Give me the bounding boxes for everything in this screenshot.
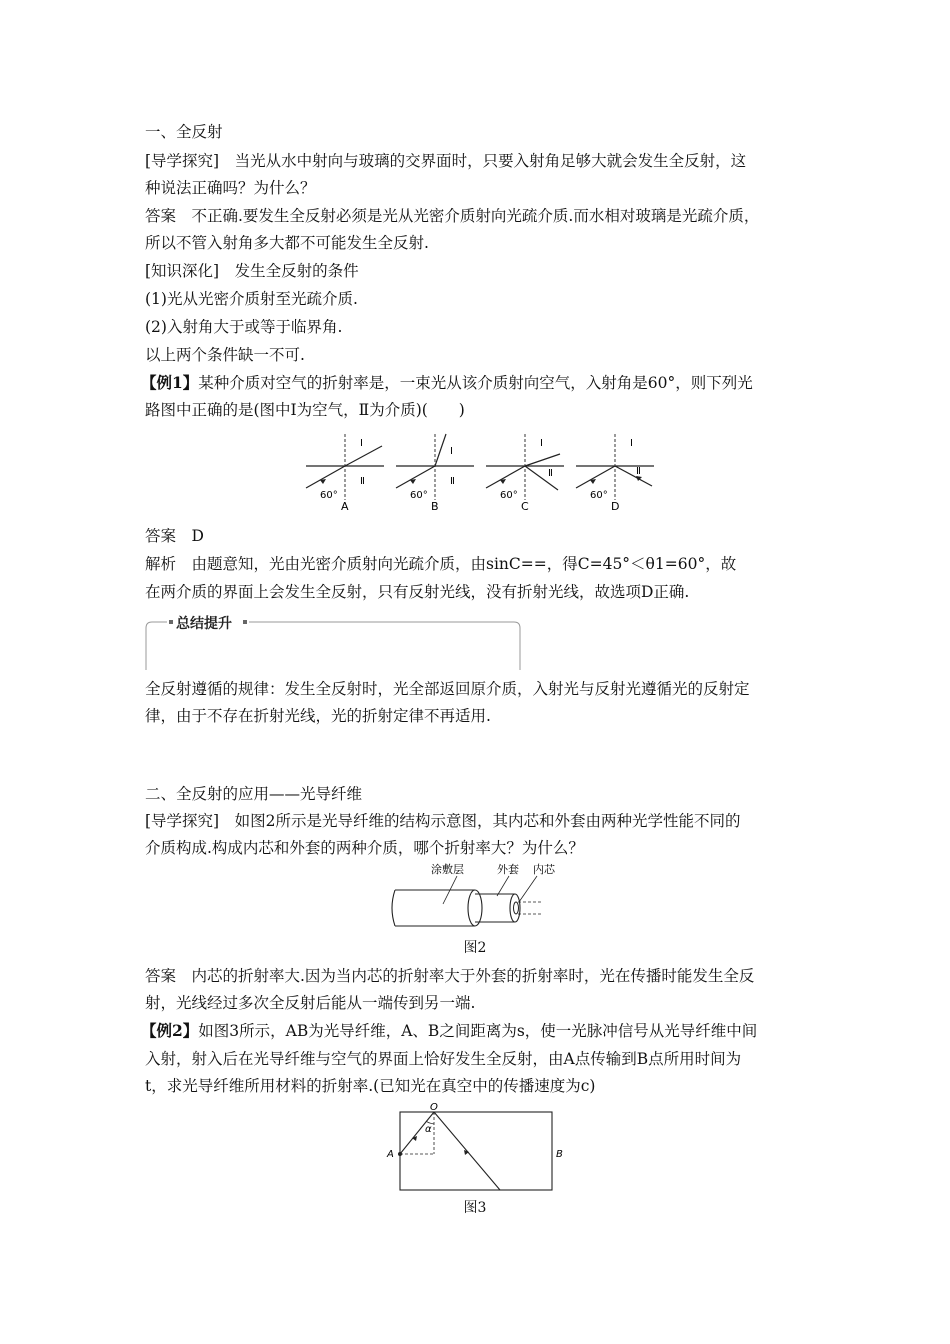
diagram-c [486,434,564,513]
fig2-core-label: 内芯 [533,863,555,876]
fig3-point-a: A [387,1149,394,1160]
section1-answer-line1: 答案 不正确.要发生全反射必须是光从光密介质射向光疏介质.而水相对玻璃是光疏介质， [145,207,760,225]
fig2-coating-label: 涂敷层 [431,863,464,876]
section2-answer-line2: 射，光线经过多次全反射后能从一端传到另一端. [145,994,476,1012]
diagram-a-air: Ⅰ [360,438,363,449]
condition-2: (2)入射角大于或等于临界角. [145,318,343,336]
section1-answer-line2: 所以不管入射角多大都不可能发生全反射. [145,234,429,252]
optical-fiber-figure [385,862,565,934]
section1-guide-line1: [导学探究] 当光从水中射向与玻璃的交界面时，只要入射角足够大就会发生全反射，这 [145,152,747,170]
fig2-caption: 图2 [463,940,487,956]
section1-guide-line2: 种说法正确吗？为什么？ [145,179,316,197]
diagram-d-option: D [611,500,620,513]
condition-1: (1)光从光密介质射至光疏介质. [145,290,358,308]
example1-tag: 【例1】 [141,373,199,392]
fig3-point-o: O [430,1102,438,1113]
fig3-alpha: α [425,1124,432,1135]
diagram-b-option: B [431,500,439,513]
example2-line1 [141,1021,757,1041]
fig3-point-b: B [556,1149,563,1160]
fig2-outer-label: 外套 [497,863,519,876]
example1-answer: 答案 D [145,527,204,545]
diagram-d-angle: 60° [590,490,608,501]
diagram-d-medium: Ⅱ [636,466,641,477]
section1-title: 一、全反射 [145,123,223,141]
diagram-c-option: C [521,500,529,513]
example2-line3: t，求光导纤维所用材料的折射率.(已知光在真空中的传播速度为c) [145,1077,596,1095]
fig3-caption: 图3 [463,1200,487,1216]
diagram-d-air: Ⅰ [630,438,633,449]
diagram-a-medium: Ⅱ [360,476,365,487]
condition-note: 以上两个条件缺一不可. [145,346,305,364]
diagram-b [396,434,474,513]
section2-answer-line1: 答案 内芯的折射率大.因为当内芯的折射率大于外套的折射率时，光在传播时能发生全反 [145,967,755,985]
example2-line2: 入射，射入后在光导纤维与空气的界面上恰好发生全反射，由A点传输到B点所用时间为 [145,1050,742,1068]
diagram-b-angle: 60° [410,490,428,501]
example1-ray-diagrams [300,428,660,520]
summary-frame [145,614,521,670]
diagram-d [576,434,654,513]
diagram-a [306,434,384,513]
summary-title: 总结提升 [176,616,232,632]
diagram-c-medium: Ⅱ [548,468,553,479]
example2-text1: 如图3所示，AB为光导纤维，A、B之间距离为s，使一光脉冲信号从光导纤维中间 [198,1022,758,1040]
diagram-a-angle: 60° [320,490,338,501]
section2-guide-line1: [导学探究] 如图2所示是光导纤维的结构示意图，其内芯和外套由两种光学性能不同的 [145,812,741,830]
example1-text1: 某种介质对空气的折射率是，一束光从该介质射向空气，入射角是60°，则下列光 [198,374,753,392]
example1-line2: 路图中正确的是(图中Ⅰ为空气，Ⅱ为介质)( ) [145,401,465,419]
example2-tag: 【例2】 [141,1021,199,1040]
section2-guide-line2: 介质构成.构成内芯和外套的两种介质，哪个折射率大？为什么？ [145,839,584,857]
example1-analysis-line1: 解析 由题意知，光由光密介质射向光疏介质，由sinC==，得C=45°＜θ1=60°，故 [145,555,737,573]
knowledge-title: [知识深化] 发生全反射的条件 [145,262,359,280]
fiber-reflection-figure [382,1102,572,1194]
diagram-c-angle: 60° [500,490,518,501]
section2-title: 二、全反射的应用——光导纤维 [145,785,363,803]
example1-line1 [141,373,753,393]
diagram-a-option: A [341,500,349,513]
diagram-c-air: Ⅰ [540,438,543,449]
summary-line1: 全反射遵循的规律：发生全反射时，光全部返回原介质，入射光与反射光遵循光的反射定 [145,680,750,698]
example1-analysis-line2: 在两介质的界面上会发生全反射，只有反射光线，没有折射光线，故选项D正确. [145,583,690,601]
summary-line2: 律，由于不存在折射光线，光的折射定律不再适用. [145,707,491,725]
diagram-b-air: Ⅰ [450,446,453,457]
diagram-b-medium: Ⅱ [450,476,455,487]
